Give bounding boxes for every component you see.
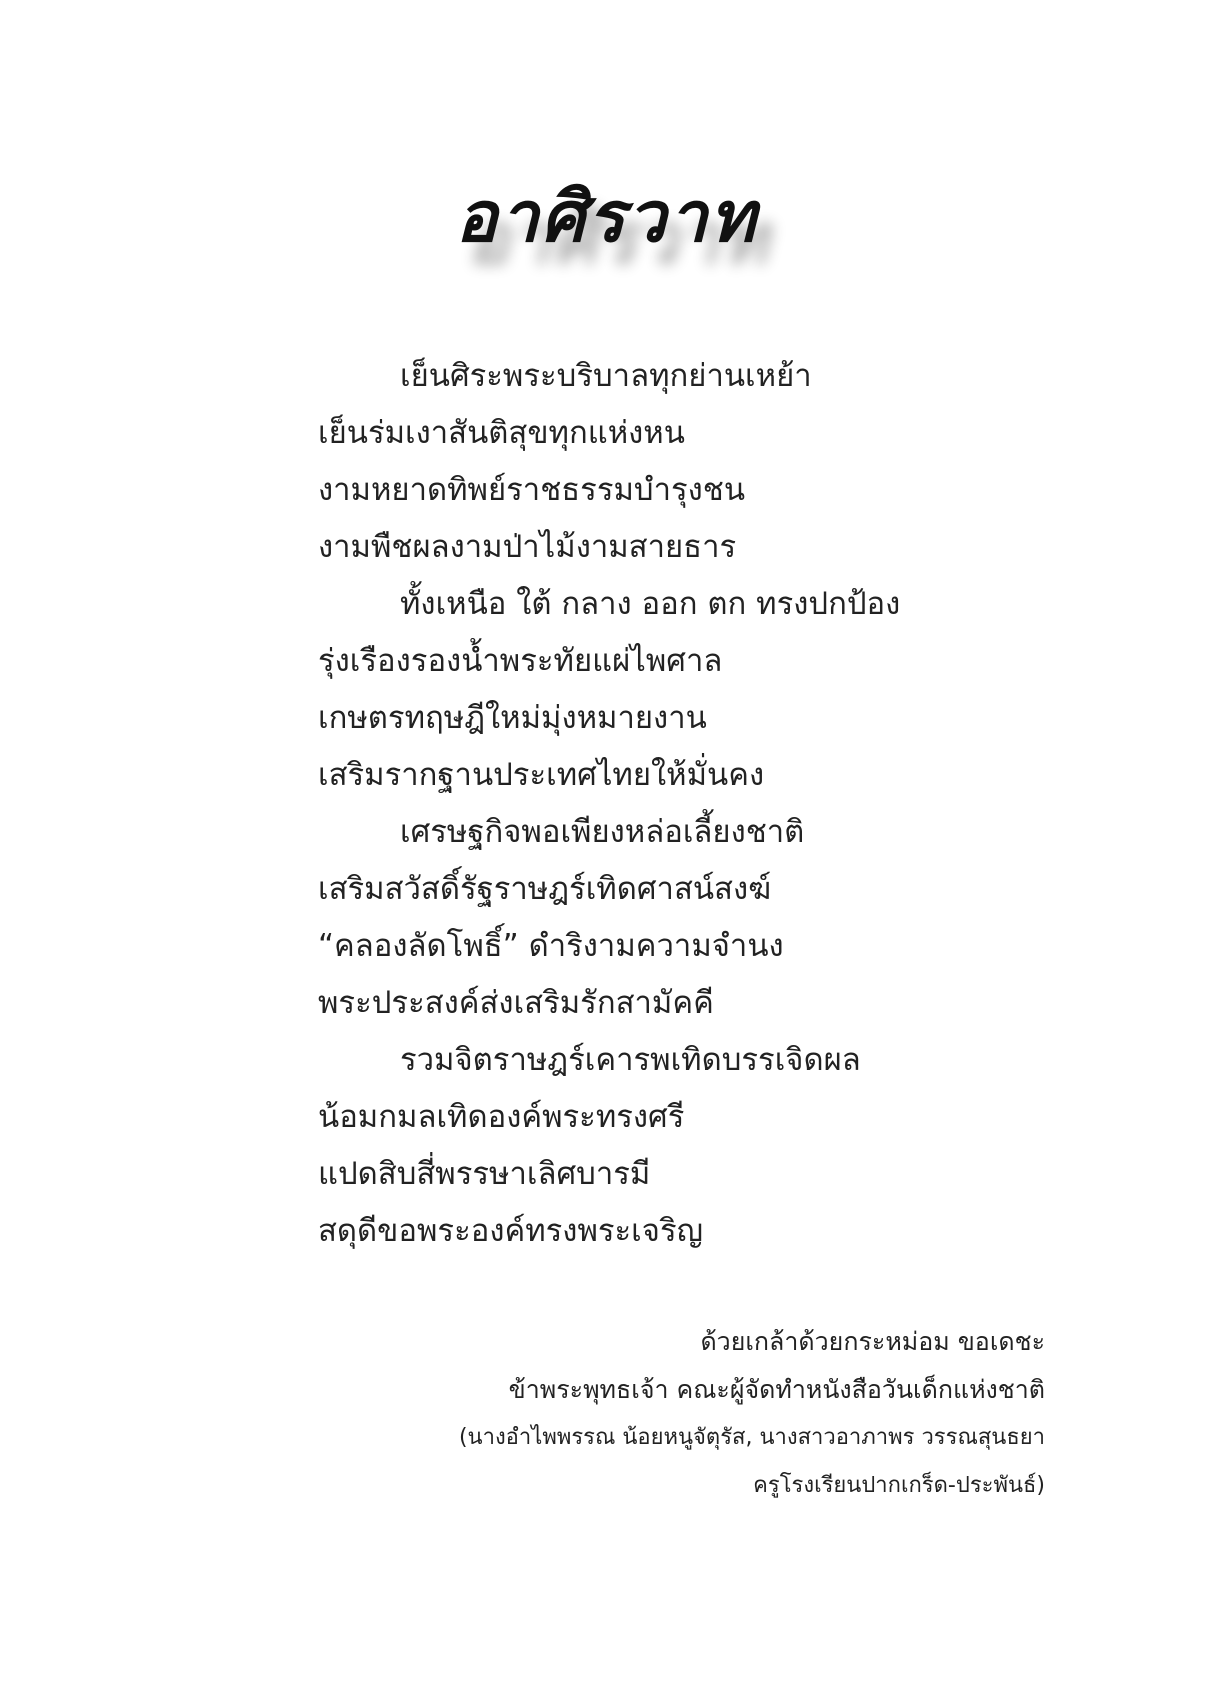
credit-school: ครูโรงเรียนปากเกร็ด-ประพันธ์) [753, 1473, 1045, 1498]
poem-line: เย็นศิระพระบริบาลทุกย่านเหย้า [400, 358, 812, 394]
poem [318, 348, 1138, 1260]
poem-line: เศรษฐกิจพอเพียงหล่อเลี้ยงชาติ [400, 814, 805, 850]
poem-line: น้อมกมลเทิดองค์พระทรงศรี [318, 1099, 685, 1135]
credit-organization: ข้าพระพุทธเจ้า คณะผู้จัดทำหนังสือวันเด็กแห่งชาติ [508, 1375, 1045, 1404]
poem-line: เย็นร่มเงาสันติสุขทุกแห่งหน [318, 415, 685, 451]
poem-line: เสริมสวัสดิ์รัฐราษฎร์เทิดศาสน์สงฆ์ [318, 871, 772, 907]
poem-line: งามพืชผลงามป่าไม้งามสายธาร [318, 529, 737, 565]
poem-line: แปดสิบสี่พรรษาเลิศบารมี [318, 1156, 651, 1192]
poem-stanza-4 [318, 1032, 1138, 1260]
poem-line: ทั้งเหนือ ใต้ กลาง ออก ตก ทรงปกป้อง [400, 586, 901, 622]
poem-line: เสริมรากฐานประเทศไทยให้มั่นคง [318, 757, 765, 793]
poem-line: พระประสงค์ส่งเสริมรักสามัคคี [318, 985, 714, 1021]
poem-line: รวมจิตราษฎร์เคารพเทิดบรรเจิดผล [400, 1042, 861, 1078]
page-title: อาศิรวาท [455, 175, 758, 258]
poem-line: เกษตรทฤษฎีใหม่มุ่งหมายงาน [318, 700, 707, 736]
poem-stanza-2 [318, 576, 1138, 804]
poem-line: สดุดีขอพระองค์ทรงพระเจริญ [318, 1213, 704, 1249]
credit-salutation: ด้วยเกล้าด้วยกระหม่อม ขอเดชะ [700, 1327, 1045, 1356]
poem-line: “คลองลัดโพธิ์” ดำริงามความจำนง [318, 928, 784, 964]
poem-stanza-3 [318, 804, 1138, 1032]
credit-authors: (นางอำไพพรรณ น้อยหนูจัตุรัส, นางสาวอาภาพร วรรณสุนธยา [458, 1425, 1045, 1450]
poem-line: งามหยาดทิพย์ราชธรรมบำรุงชน [318, 472, 746, 508]
poem-line: รุ่งเรืองรองน้ำพระทัยแผ่ไพศาล [318, 643, 723, 679]
poem-stanza-1 [318, 348, 1138, 576]
author-credits [459, 1318, 1045, 1510]
